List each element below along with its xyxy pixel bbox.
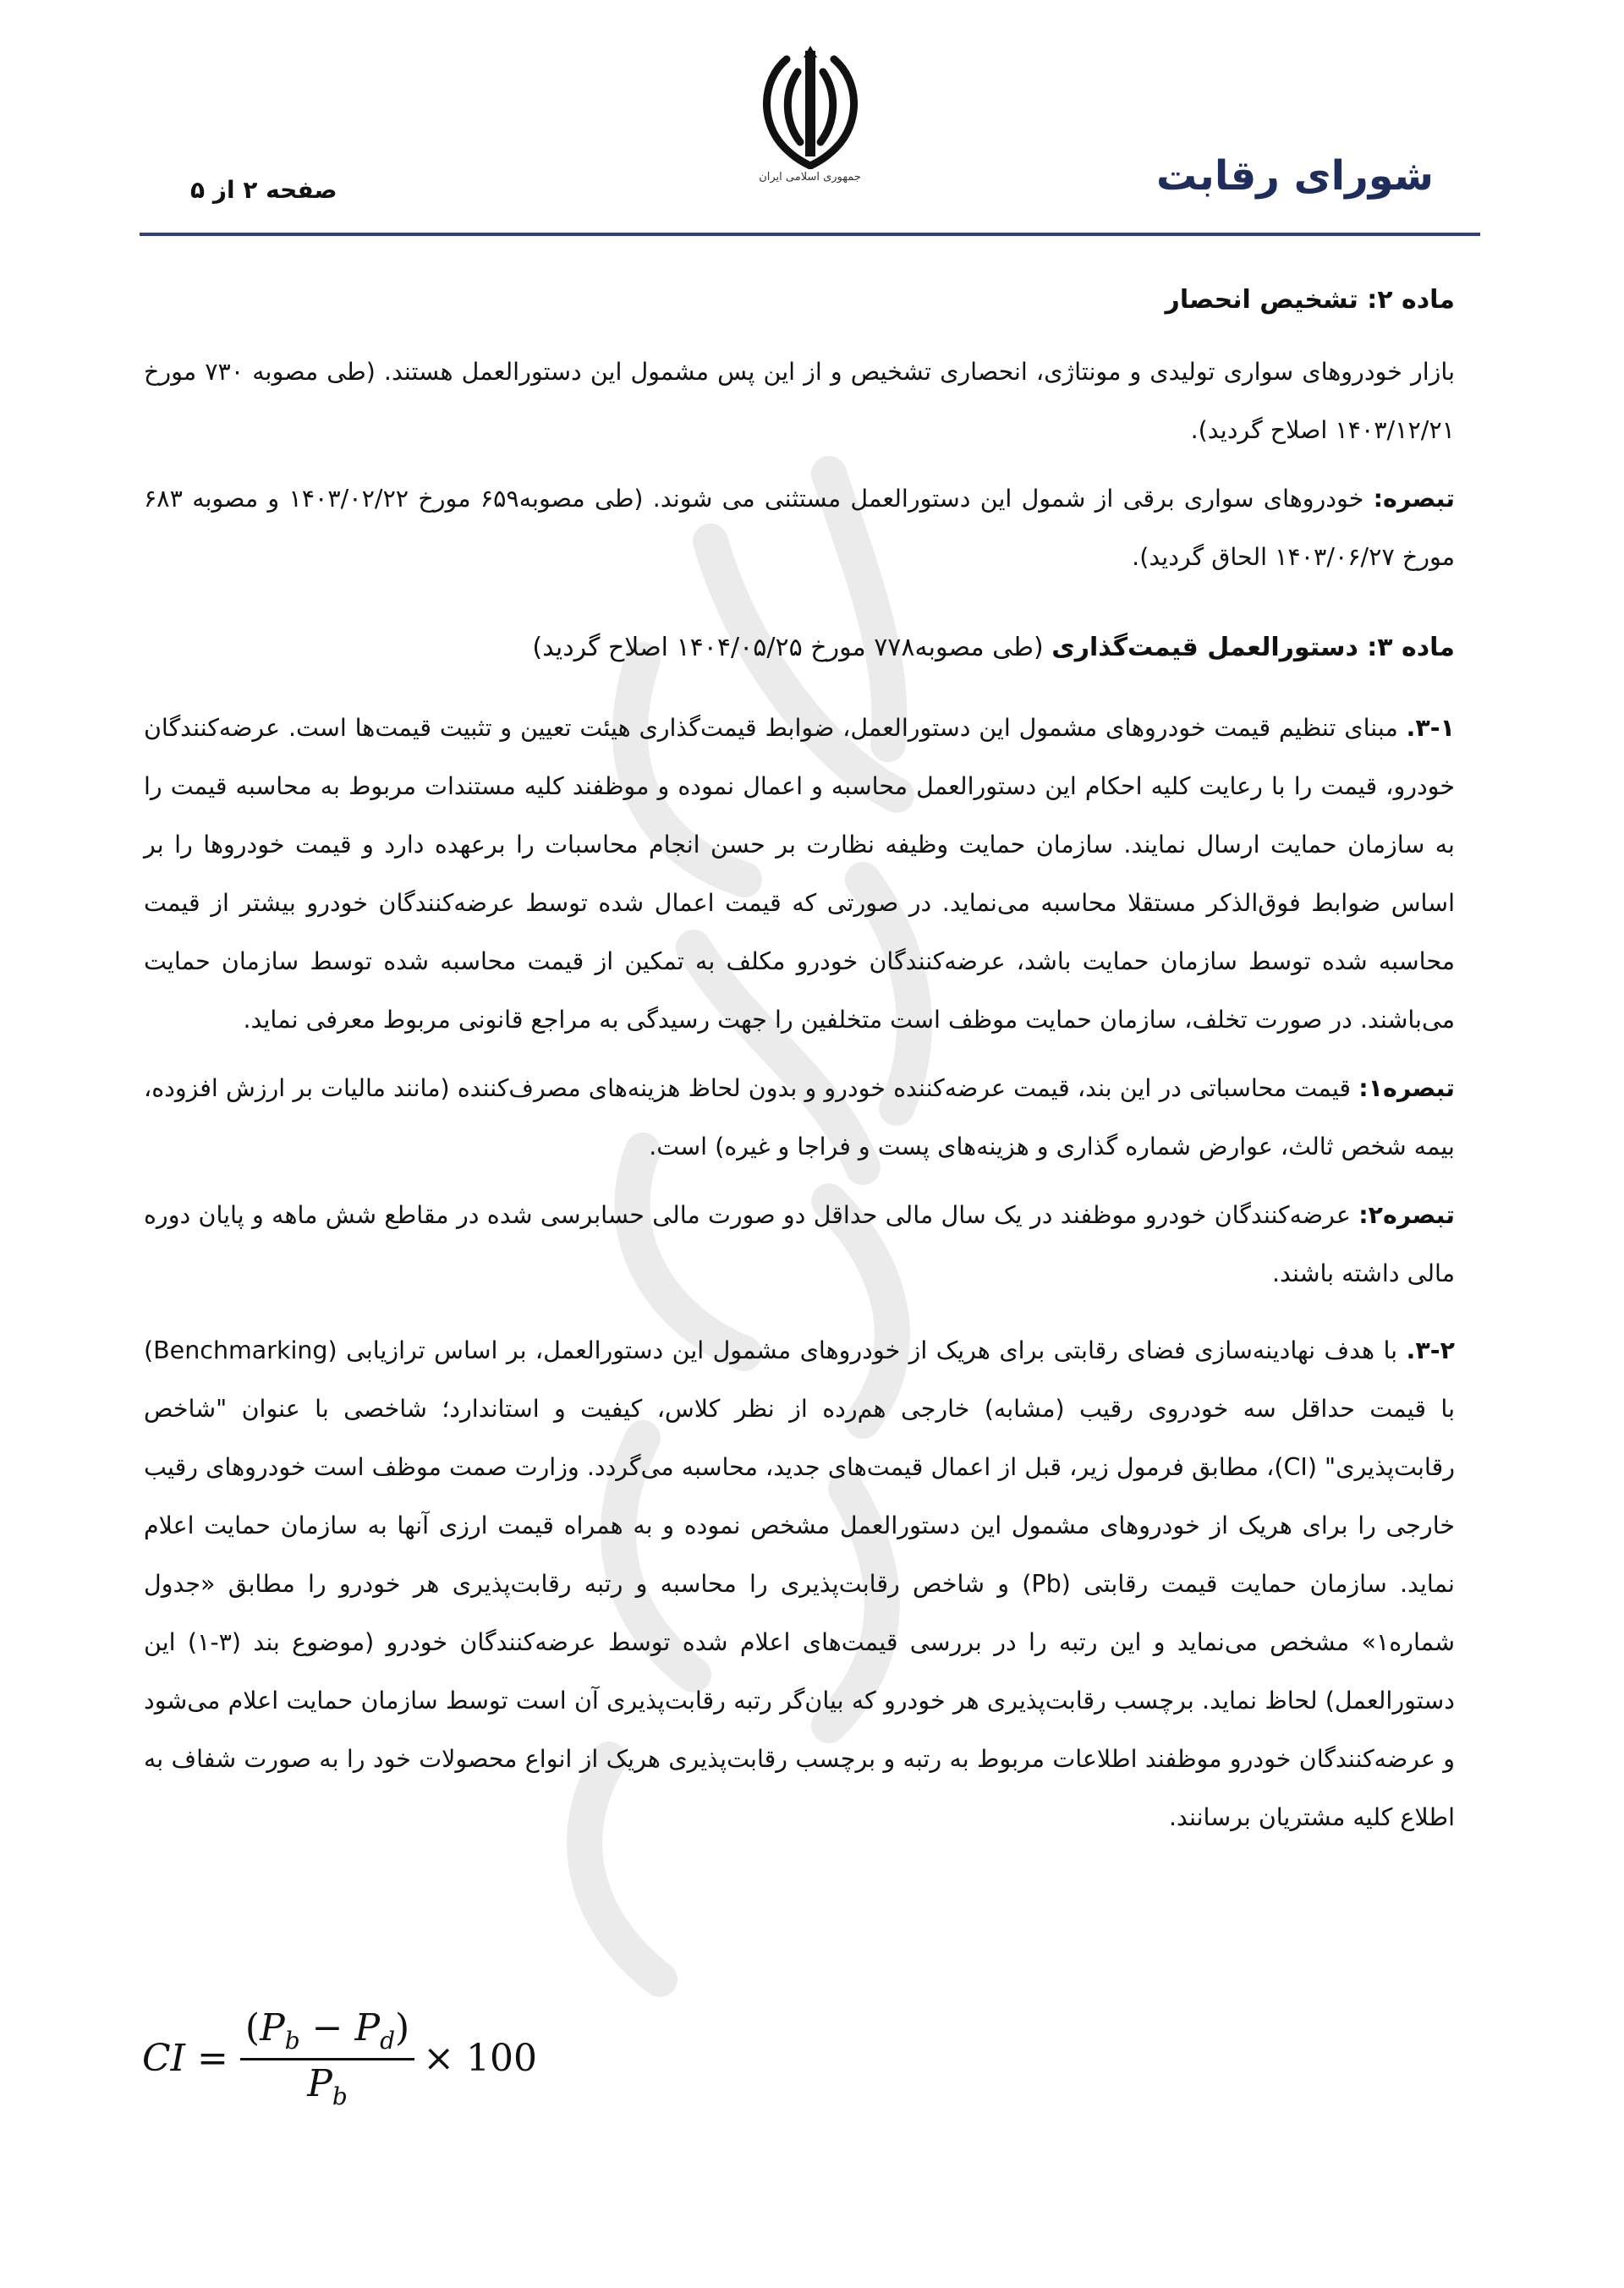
note-label: تبصره: — [1373, 485, 1455, 513]
document-body — [144, 271, 1455, 1857]
clause-3-1 — [144, 699, 1455, 1049]
clause-3-2-label: ۳-۲. — [1406, 1336, 1455, 1364]
clause-3-1-note-2 — [144, 1186, 1455, 1303]
ci-formula — [142, 2006, 537, 2110]
organization-title: شورای رقابت — [1155, 152, 1434, 200]
article-2-text: بازار خودروهای سواری تولیدی و مونتاژی، انحصاری تشخیص و از این پس مشمول این دستورالعمل هستند. (طی مصوبه ۷۳۰ مورخ ۱۴۰۳/۱۲/۲۱ اصلاح گردید). — [144, 358, 1455, 444]
clause-3-1-note-1 — [144, 1059, 1455, 1176]
note-1-label: تبصره۱: — [1358, 1074, 1455, 1102]
header-divider — [140, 233, 1480, 236]
clause-3-2 — [144, 1321, 1455, 1846]
article-3-title: ماده ۳: دستورالعمل قیمت‌گذاری — [1051, 633, 1455, 662]
article-3-heading — [144, 618, 1455, 677]
formula-fraction — [240, 2006, 414, 2110]
note-1-text: قیمت محاسباتی در این بند، قیمت عرضه‌کننده خودرو و بدون لحاظ هزینه‌های مصرف‌کننده (مانند مالیات بر ارزش افزوده، بیمه شخص ثالث، عوارض شماره گذاری و هزینه‌های پست و فراجا و غیره) است. — [144, 1074, 1455, 1160]
note-2-label: تبصره۲: — [1358, 1201, 1455, 1229]
article-2-heading: ماده ۲: تشخیص انحصار — [1165, 285, 1455, 315]
note-text: خودروهای سواری برقی از شمول این دستورالعمل مستثنی می شوند. (طی مصوبه۶۵۹ مورخ ۱۴۰۳/۰۲/۲۲ و مصوبه ۶۸۳ مورخ ۱۴۰۳/۰۶/۲۷ الحاق گردید). — [144, 485, 1455, 571]
clause-3-1-label: ۳-۱. — [1406, 714, 1455, 742]
article-2-note — [144, 469, 1455, 586]
note-2-text: عرضه‌کنندگان خودرو موظفند در یک سال مالی حداقل دو صورت مالی حسابرسی شده در مقاطع شش ماهه و پایان دوره مالی داشته باشند. — [144, 1201, 1455, 1287]
page-number: صفحه ۲ از ۵ — [190, 176, 337, 204]
formula-numerator: $(P_b - P_d)$ — [240, 2006, 414, 2060]
clause-3-1-text: مبنای تنظیم قیمت خودروهای مشمول این دستورالعمل، ضوابط قیمت‌گذاری هیئت تعیین و تثبیت قیمت‌ها است. عرضه‌کنندگان خودرو، قیمت را با رعایت کلیه احکام این دستورالعمل محاسبه و اعمال نموده و موظفند کلیه مستندات مربوط به محاسبه قیمت را به سازمان حمایت ارسال نمایند. سازمان حمایت وظیفه نظارت بر حسن انجام محاسبات را برعهده دارد و قیمت خودروها را بر اساس ضوابط فوق‌الذکر مستقلا محاسبه می‌نماید. در صورتی که قیمت اعمال شده توسط عرضه‌کنندگان خودرو بیشتر از قیمت محاسبه شده توسط سازمان حمایت باشد، عرضه‌کنندگان خودرو مکلف به تمکین از قیمت محاسبه شده توسط سازمان حمایت می‌باشند. در صورت تخلف، سازمان حمایت موظف است متخلفین را جهت رسیدگی به مراجع قانونی مربوط معرفی نماید. — [144, 714, 1455, 1034]
emblem-caption: جمهوری اسلامی ایران — [759, 171, 861, 184]
article-3-heading-note: (طی مصوبه۷۷۸ مورخ ۱۴۰۴/۰۵/۲۵ اصلاح گردید) — [532, 633, 1052, 662]
article-2-paragraph — [144, 343, 1455, 459]
clause-3-2-text: با هدف نهادینه‌سازی فضای رقابتی برای هریک از خودروهای مشمول این دستورالعمل، بر اساس ترازیابی (Benchmarking) با قیمت حداقل سه خودروی رقیب (مشابه) خارجی هم‌رده از نظر کلاس، کیفیت و استاندارد؛ شاخصی با عنوان "شاخص رقابت‌پذیری" (CI)، مطابق فرمول زیر، قبل از اعمال قیمت‌های جدید، محاسبه می‌گردد. وزارت صمت موظف است خودروهای رقیب خارجی را برای هریک از خودروهای مشمول این دستورالعمل مشخص نموده و به همراه قیمت ارزی آنها به سازمان حمایت اعلام نماید. سازمان حمایت قیمت رقابتی (Pb) و شاخص رقابت‌پذیری را محاسبه و رتبه رقابت‌پذیری هر خودرو را مطابق «جدول شماره۱» مشخص می‌نماید و این رتبه را در بررسی قیمت‌های اعلام شده توسط عرضه‌کنندگان خودرو (موضوع بند (۳-۱) این دستورالعمل) لحاظ نماید. برچسب رقابت‌پذیری هر خودرو که بیان‌گر رتبه رقابت‌پذیری آن است توسط سازمان حمایت اعلام می‌شود و عرضه‌کنندگان خودرو موظفند اطلاعات مربوط به رتبه و برچسب رقابت‌پذیری هریک از انواع محصولات خود را به صورت شفاف به اطلاع کلیه مشتریان برسانند. — [144, 1336, 1455, 1831]
formula-times-100: × 100 — [423, 2036, 538, 2080]
page-header — [140, 34, 1480, 237]
formula-denominator: $P_b$ — [307, 2061, 348, 2110]
formula-ci: CI — [142, 2036, 186, 2080]
formula-equals: = — [197, 2036, 228, 2080]
iran-emblem-logo — [751, 42, 870, 169]
